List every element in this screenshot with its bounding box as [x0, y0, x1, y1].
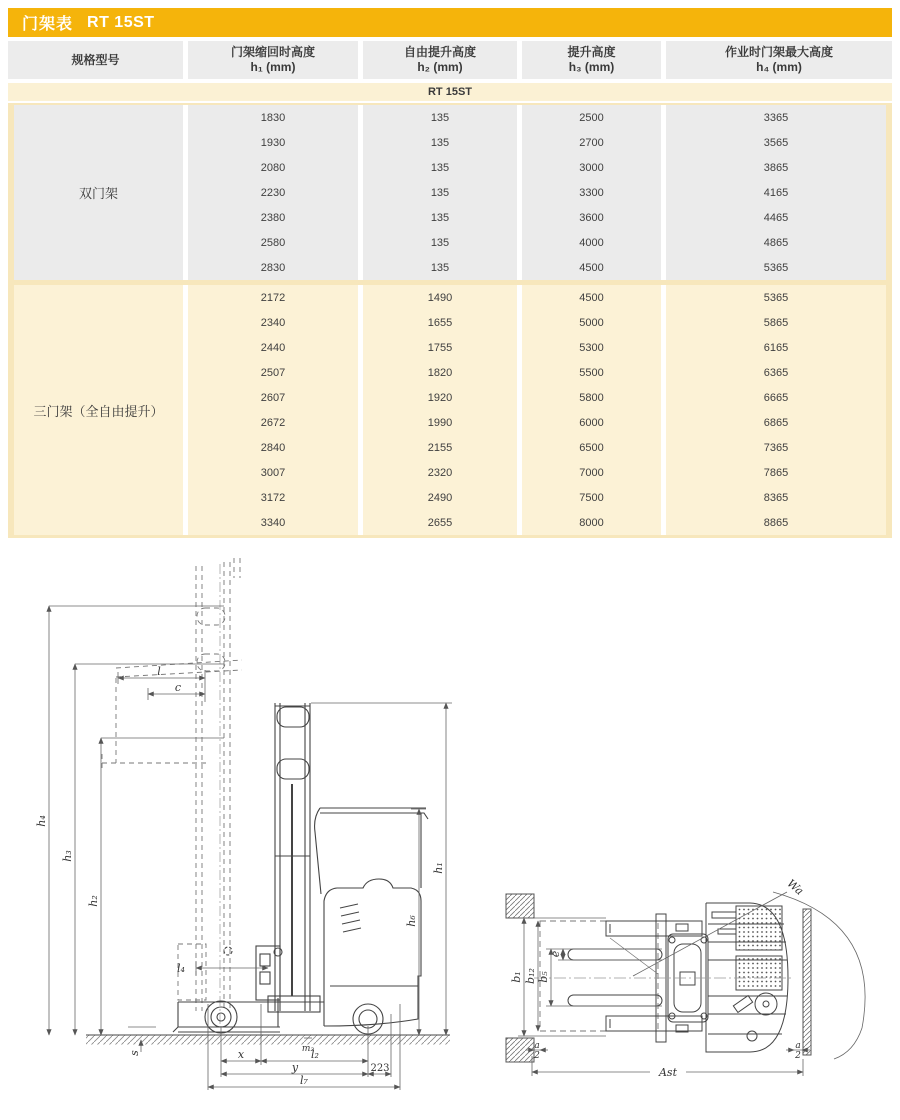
- dim-s: s: [128, 1050, 141, 1056]
- dim-h3: h₃: [61, 850, 74, 862]
- header-h2: 自由提升高度 h₂ (mm): [363, 41, 517, 79]
- table-cell: 2172: [188, 285, 358, 310]
- table-cell: 7000: [522, 460, 661, 485]
- svg-text:2: 2: [795, 1051, 801, 1061]
- table-cell: 135: [363, 205, 517, 230]
- dimension-lines: [49, 606, 452, 1090]
- table-cell: 2340: [188, 310, 358, 335]
- table-cell: 2672: [188, 410, 358, 435]
- table-cell: 5500: [522, 360, 661, 385]
- dim-b12: b₁₂: [524, 968, 537, 984]
- chassis-body: [706, 903, 788, 1052]
- dim-wa: Wa: [784, 876, 806, 898]
- table-cell: 2700: [522, 130, 661, 155]
- table-cell: 1990: [363, 410, 517, 435]
- table-cell: 3007: [188, 460, 358, 485]
- dim-l2: l₂: [311, 1048, 319, 1061]
- dim-a-half-right: [794, 1041, 802, 1061]
- table-cell: 1755: [363, 335, 517, 360]
- table-cell: 4465: [666, 205, 886, 230]
- dim-ast: Ast: [658, 1066, 678, 1079]
- table-cell: 3565: [666, 130, 886, 155]
- table-cell: 7500: [522, 485, 661, 510]
- table-cell: 8365: [666, 485, 886, 510]
- dual-mast-section: [14, 105, 886, 280]
- table-cell: 3340: [188, 510, 358, 535]
- table-cell: 135: [363, 155, 517, 180]
- dim-223: 223: [370, 1063, 390, 1074]
- table-cell: 3600: [522, 205, 661, 230]
- dim-e: e: [549, 950, 562, 958]
- table-cell: 7865: [666, 460, 886, 485]
- table-cell: 6000: [522, 410, 661, 435]
- table-cell: 1920: [363, 385, 517, 410]
- section-label: 双门架: [14, 105, 183, 280]
- title-bar: [8, 8, 892, 37]
- table-cell: 2580: [188, 230, 358, 255]
- pallet-dashed: [540, 921, 658, 1031]
- section-label: 三门架（全自由提升）: [14, 285, 183, 535]
- table-cell: 2320: [363, 460, 517, 485]
- table-cell: 135: [363, 230, 517, 255]
- table-header: [8, 41, 892, 79]
- table-cell: 3172: [188, 485, 358, 510]
- dim-l7: l₇: [300, 1074, 308, 1087]
- svg-text:a: a: [534, 1041, 540, 1051]
- dim-b1: b₁: [510, 971, 523, 983]
- table-cell: 2500: [522, 105, 661, 130]
- table-cell: 2607: [188, 385, 358, 410]
- side-view-drawing: [28, 556, 493, 1116]
- table-cell: 1820: [363, 360, 517, 385]
- header-h1: 门架缩回时高度 h₁ (mm): [188, 41, 358, 79]
- table-cell: 2380: [188, 205, 358, 230]
- table-cell: 6865: [666, 410, 886, 435]
- reach-truck-top: [568, 903, 788, 1052]
- table-cell: 135: [363, 255, 517, 280]
- model-row: RT 15ST: [8, 83, 892, 101]
- dim-x: x: [237, 1048, 245, 1061]
- table-cell: 2840: [188, 435, 358, 460]
- dim-h4: h₄: [35, 815, 48, 827]
- table-cell: 6665: [666, 385, 886, 410]
- dim-b5: b₅: [537, 971, 550, 983]
- overhead-guard: [315, 808, 428, 894]
- table-cell: 2080: [188, 155, 358, 180]
- svg-text:2: 2: [534, 1051, 540, 1061]
- dim-m2: m₂: [301, 1044, 315, 1054]
- table-cell: 2155: [363, 435, 517, 460]
- table-cell: 2230: [188, 180, 358, 205]
- page-title: 门架表: [22, 16, 74, 33]
- reach-truck-side: [173, 703, 428, 1034]
- table-cell: 1830: [188, 105, 358, 130]
- fork-carriage: [256, 946, 280, 1000]
- table-cell: 3865: [666, 155, 886, 180]
- table-cell: 6365: [666, 360, 886, 385]
- table-cell: 135: [363, 105, 517, 130]
- table-cell: 4165: [666, 180, 886, 205]
- triple-mast-section: [14, 285, 886, 535]
- table-cell: 5365: [666, 285, 886, 310]
- table-cell: 8000: [522, 510, 661, 535]
- table-cell: 2490: [363, 485, 517, 510]
- dim-h6: h₆: [405, 915, 418, 927]
- table-cell: 5865: [666, 310, 886, 335]
- fork-bottom: [568, 995, 662, 1006]
- raised-mast-dashed: [102, 558, 242, 1011]
- header-h4: 作业时门架最大高度 h₄ (mm): [666, 41, 892, 79]
- svg-text:a: a: [795, 1041, 801, 1051]
- table-cell: 135: [363, 180, 517, 205]
- table-cell: 3300: [522, 180, 661, 205]
- header-spec-model: 规格型号: [8, 41, 183, 79]
- table-cell: 7365: [666, 435, 886, 460]
- table-cell: 5000: [522, 310, 661, 335]
- table-cell: 1655: [363, 310, 517, 335]
- table-cell: 1490: [363, 285, 517, 310]
- dim-c: c: [174, 681, 182, 694]
- dim-l: l: [157, 665, 161, 678]
- table-cell: 3000: [522, 155, 661, 180]
- table-cell: 4865: [666, 230, 886, 255]
- dim-h1: h₁: [432, 862, 445, 874]
- straddle-leg: [178, 1002, 324, 1027]
- table-cell: 2830: [188, 255, 358, 280]
- fork-top: [568, 949, 662, 960]
- table-cell: 2655: [363, 510, 517, 535]
- table-cell: 6500: [522, 435, 661, 460]
- table-cell: 8865: [666, 510, 886, 535]
- dim-h2: h₂: [87, 895, 100, 907]
- table-cell: 4500: [522, 285, 661, 310]
- truck-body: [324, 879, 421, 1026]
- fork: [173, 1027, 280, 1032]
- top-view-drawing: [490, 876, 900, 1118]
- table-cell: 135: [363, 130, 517, 155]
- table-cell: 3365: [666, 105, 886, 130]
- table-cell: 2507: [188, 360, 358, 385]
- table-cell: 5365: [666, 255, 886, 280]
- dim-y: y: [291, 1061, 299, 1074]
- table-cell: 4500: [522, 255, 661, 280]
- table-cell: 2440: [188, 335, 358, 360]
- header-h3: 提升高度 h₃ (mm): [522, 41, 661, 79]
- dim-l4: l₄: [177, 962, 185, 975]
- table-cell: 5800: [522, 385, 661, 410]
- table-body: [8, 103, 892, 538]
- mast: [268, 703, 320, 1012]
- table-cell: 1930: [188, 130, 358, 155]
- table-cell: 4000: [522, 230, 661, 255]
- model-code: RT 15ST: [87, 13, 155, 31]
- dim-a-half-left: [533, 1041, 541, 1061]
- table-cell: 5300: [522, 335, 661, 360]
- table-cell: 6165: [666, 335, 886, 360]
